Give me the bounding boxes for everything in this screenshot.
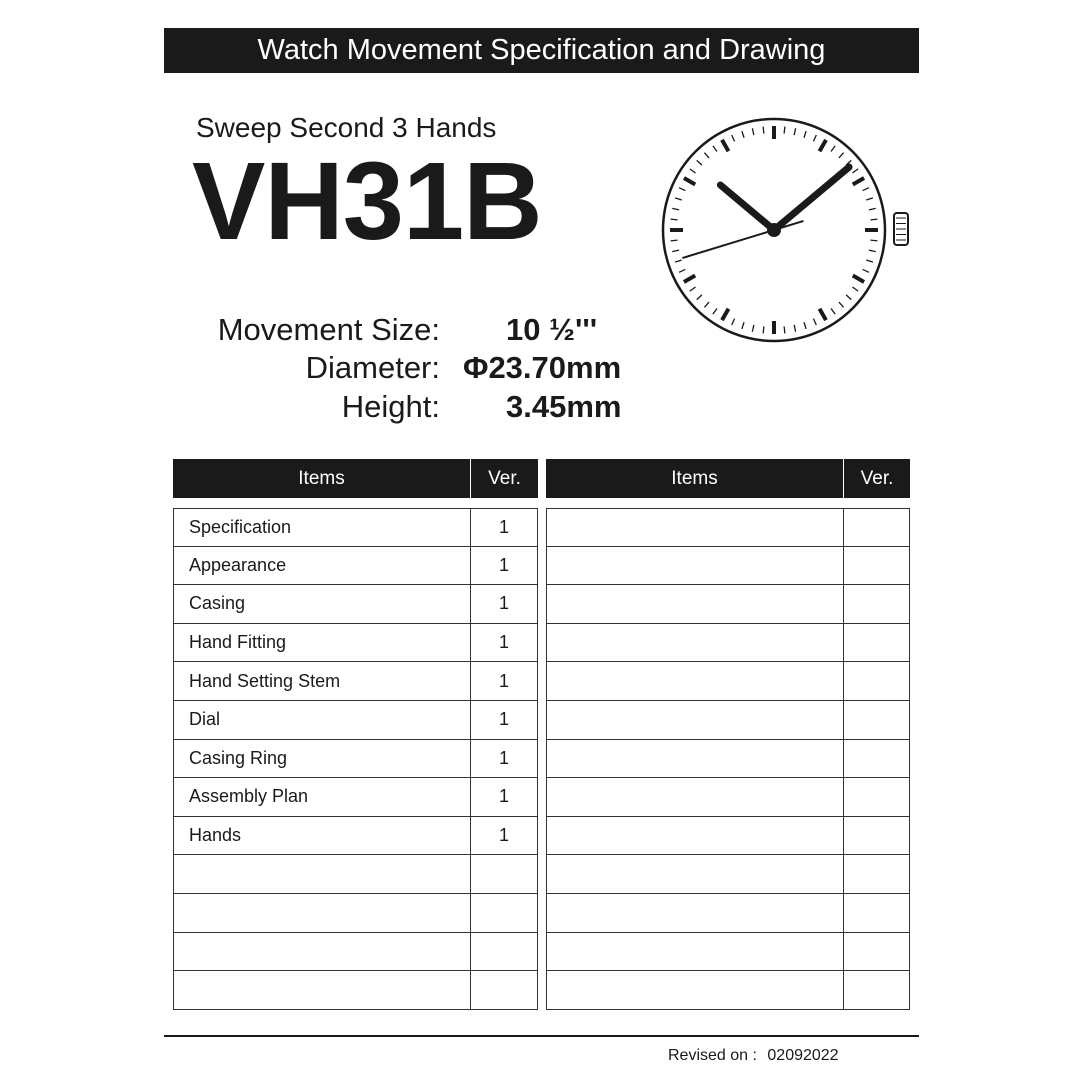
table-row: [173, 971, 538, 1010]
table-row: [173, 701, 538, 740]
table-row: [173, 624, 538, 663]
table-row: [173, 933, 538, 972]
items-table-right: [546, 459, 910, 1010]
item-name-cell: [173, 855, 471, 894]
item-name-cell: [546, 971, 844, 1010]
item-version-cell: 1: [471, 585, 538, 624]
item-version-cell: [844, 933, 910, 972]
table-row: [173, 662, 538, 701]
table-row: [546, 547, 910, 586]
document-title: Watch Movement Specification and Drawing: [164, 28, 919, 73]
table-row: [546, 701, 910, 740]
minute-marker: [870, 219, 877, 220]
item-name-cell: [173, 971, 471, 1010]
item-version-cell: [471, 855, 538, 894]
item-version-cell: 1: [471, 740, 538, 779]
item-version-cell: [844, 778, 910, 817]
item-version-cell: [844, 817, 910, 856]
revised-date: 02092022: [767, 1047, 839, 1064]
minute-marker: [763, 127, 764, 134]
item-name-cell: [173, 933, 471, 972]
table-row: [546, 740, 910, 779]
spec-height: [150, 387, 650, 427]
item-version-cell: 1: [471, 508, 538, 547]
item-name-cell: Appearance: [173, 547, 471, 586]
item-name-cell: Dial: [173, 701, 471, 740]
items-table-left: [173, 459, 538, 1010]
table-row: [546, 508, 910, 547]
item-name-cell: [546, 933, 844, 972]
table-row: [546, 894, 910, 933]
item-name-cell: [546, 585, 844, 624]
item-version-cell: 1: [471, 547, 538, 586]
spec-value: 10 ½''': [506, 312, 598, 347]
item-version-cell: 1: [471, 662, 538, 701]
column-header-items: Items: [173, 459, 471, 498]
spec-value: Φ23.70mm: [463, 350, 622, 385]
table-row: [173, 894, 538, 933]
item-name-cell: [173, 894, 471, 933]
item-name-cell: Specification: [173, 508, 471, 547]
minute-marker: [763, 326, 764, 333]
item-version-cell: [471, 933, 538, 972]
minute-marker: [671, 219, 678, 220]
table-row: [173, 740, 538, 779]
item-name-cell: [546, 662, 844, 701]
table-row: [173, 508, 538, 547]
table-row: [546, 933, 910, 972]
column-header-ver: Ver.: [844, 459, 910, 498]
item-name-cell: Assembly Plan: [173, 778, 471, 817]
item-version-cell: [471, 894, 538, 933]
item-name-cell: [546, 778, 844, 817]
item-version-cell: [844, 740, 910, 779]
item-name-cell: Hand Setting Stem: [173, 662, 471, 701]
movement-subtitle: Sweep Second 3 Hands: [196, 112, 497, 143]
item-name-cell: [546, 547, 844, 586]
item-name-cell: Hand Fitting: [173, 624, 471, 663]
spec-label: Height:: [341, 389, 440, 424]
table-row: [546, 585, 910, 624]
table-row: [173, 778, 538, 817]
item-name-cell: [546, 817, 844, 856]
item-name-cell: Casing: [173, 585, 471, 624]
column-header-ver: Ver.: [471, 459, 538, 498]
item-version-cell: 1: [471, 817, 538, 856]
item-name-cell: [546, 508, 844, 547]
table-row: [546, 971, 910, 1010]
item-version-cell: [844, 855, 910, 894]
item-version-cell: [844, 894, 910, 933]
spec-label: Movement Size:: [217, 312, 440, 347]
item-version-cell: 1: [471, 778, 538, 817]
watch-dial: [663, 119, 908, 341]
item-name-cell: [546, 894, 844, 933]
item-version-cell: [844, 662, 910, 701]
table-row: [546, 817, 910, 856]
item-name-cell: [546, 624, 844, 663]
item-name-cell: [546, 740, 844, 779]
spec-movement-size: [150, 310, 650, 350]
model-number: VH31B: [192, 140, 542, 263]
revised-label: Revised on :: [668, 1047, 757, 1064]
table-row: [173, 817, 538, 856]
table-row: [173, 585, 538, 624]
item-version-cell: [471, 971, 538, 1010]
item-version-cell: [844, 701, 910, 740]
table-row: [546, 855, 910, 894]
item-version-cell: [844, 971, 910, 1010]
spec-label: Diameter:: [305, 350, 440, 385]
watch-face-icon: [655, 112, 915, 347]
item-name-cell: Hands: [173, 817, 471, 856]
minute-marker: [784, 326, 785, 333]
hand-pivot: [767, 223, 781, 237]
footer-divider: [164, 1035, 919, 1037]
item-version-cell: [844, 508, 910, 547]
item-version-cell: [844, 585, 910, 624]
table-row: [546, 662, 910, 701]
spec-diameter: [150, 348, 650, 388]
minute-marker: [870, 240, 877, 241]
item-version-cell: 1: [471, 701, 538, 740]
table-row: [546, 624, 910, 663]
spec-value: 3.45mm: [506, 389, 622, 424]
item-name-cell: Casing Ring: [173, 740, 471, 779]
column-header-items: Items: [546, 459, 844, 498]
item-version-cell: [844, 624, 910, 663]
table-row: [173, 547, 538, 586]
minute-marker: [784, 127, 785, 134]
table-row: [173, 855, 538, 894]
table-row: [546, 778, 910, 817]
item-name-cell: [546, 701, 844, 740]
minute-marker: [671, 240, 678, 241]
revised-on: [668, 1046, 839, 1066]
item-version-cell: [844, 547, 910, 586]
item-name-cell: [546, 855, 844, 894]
item-version-cell: 1: [471, 624, 538, 663]
